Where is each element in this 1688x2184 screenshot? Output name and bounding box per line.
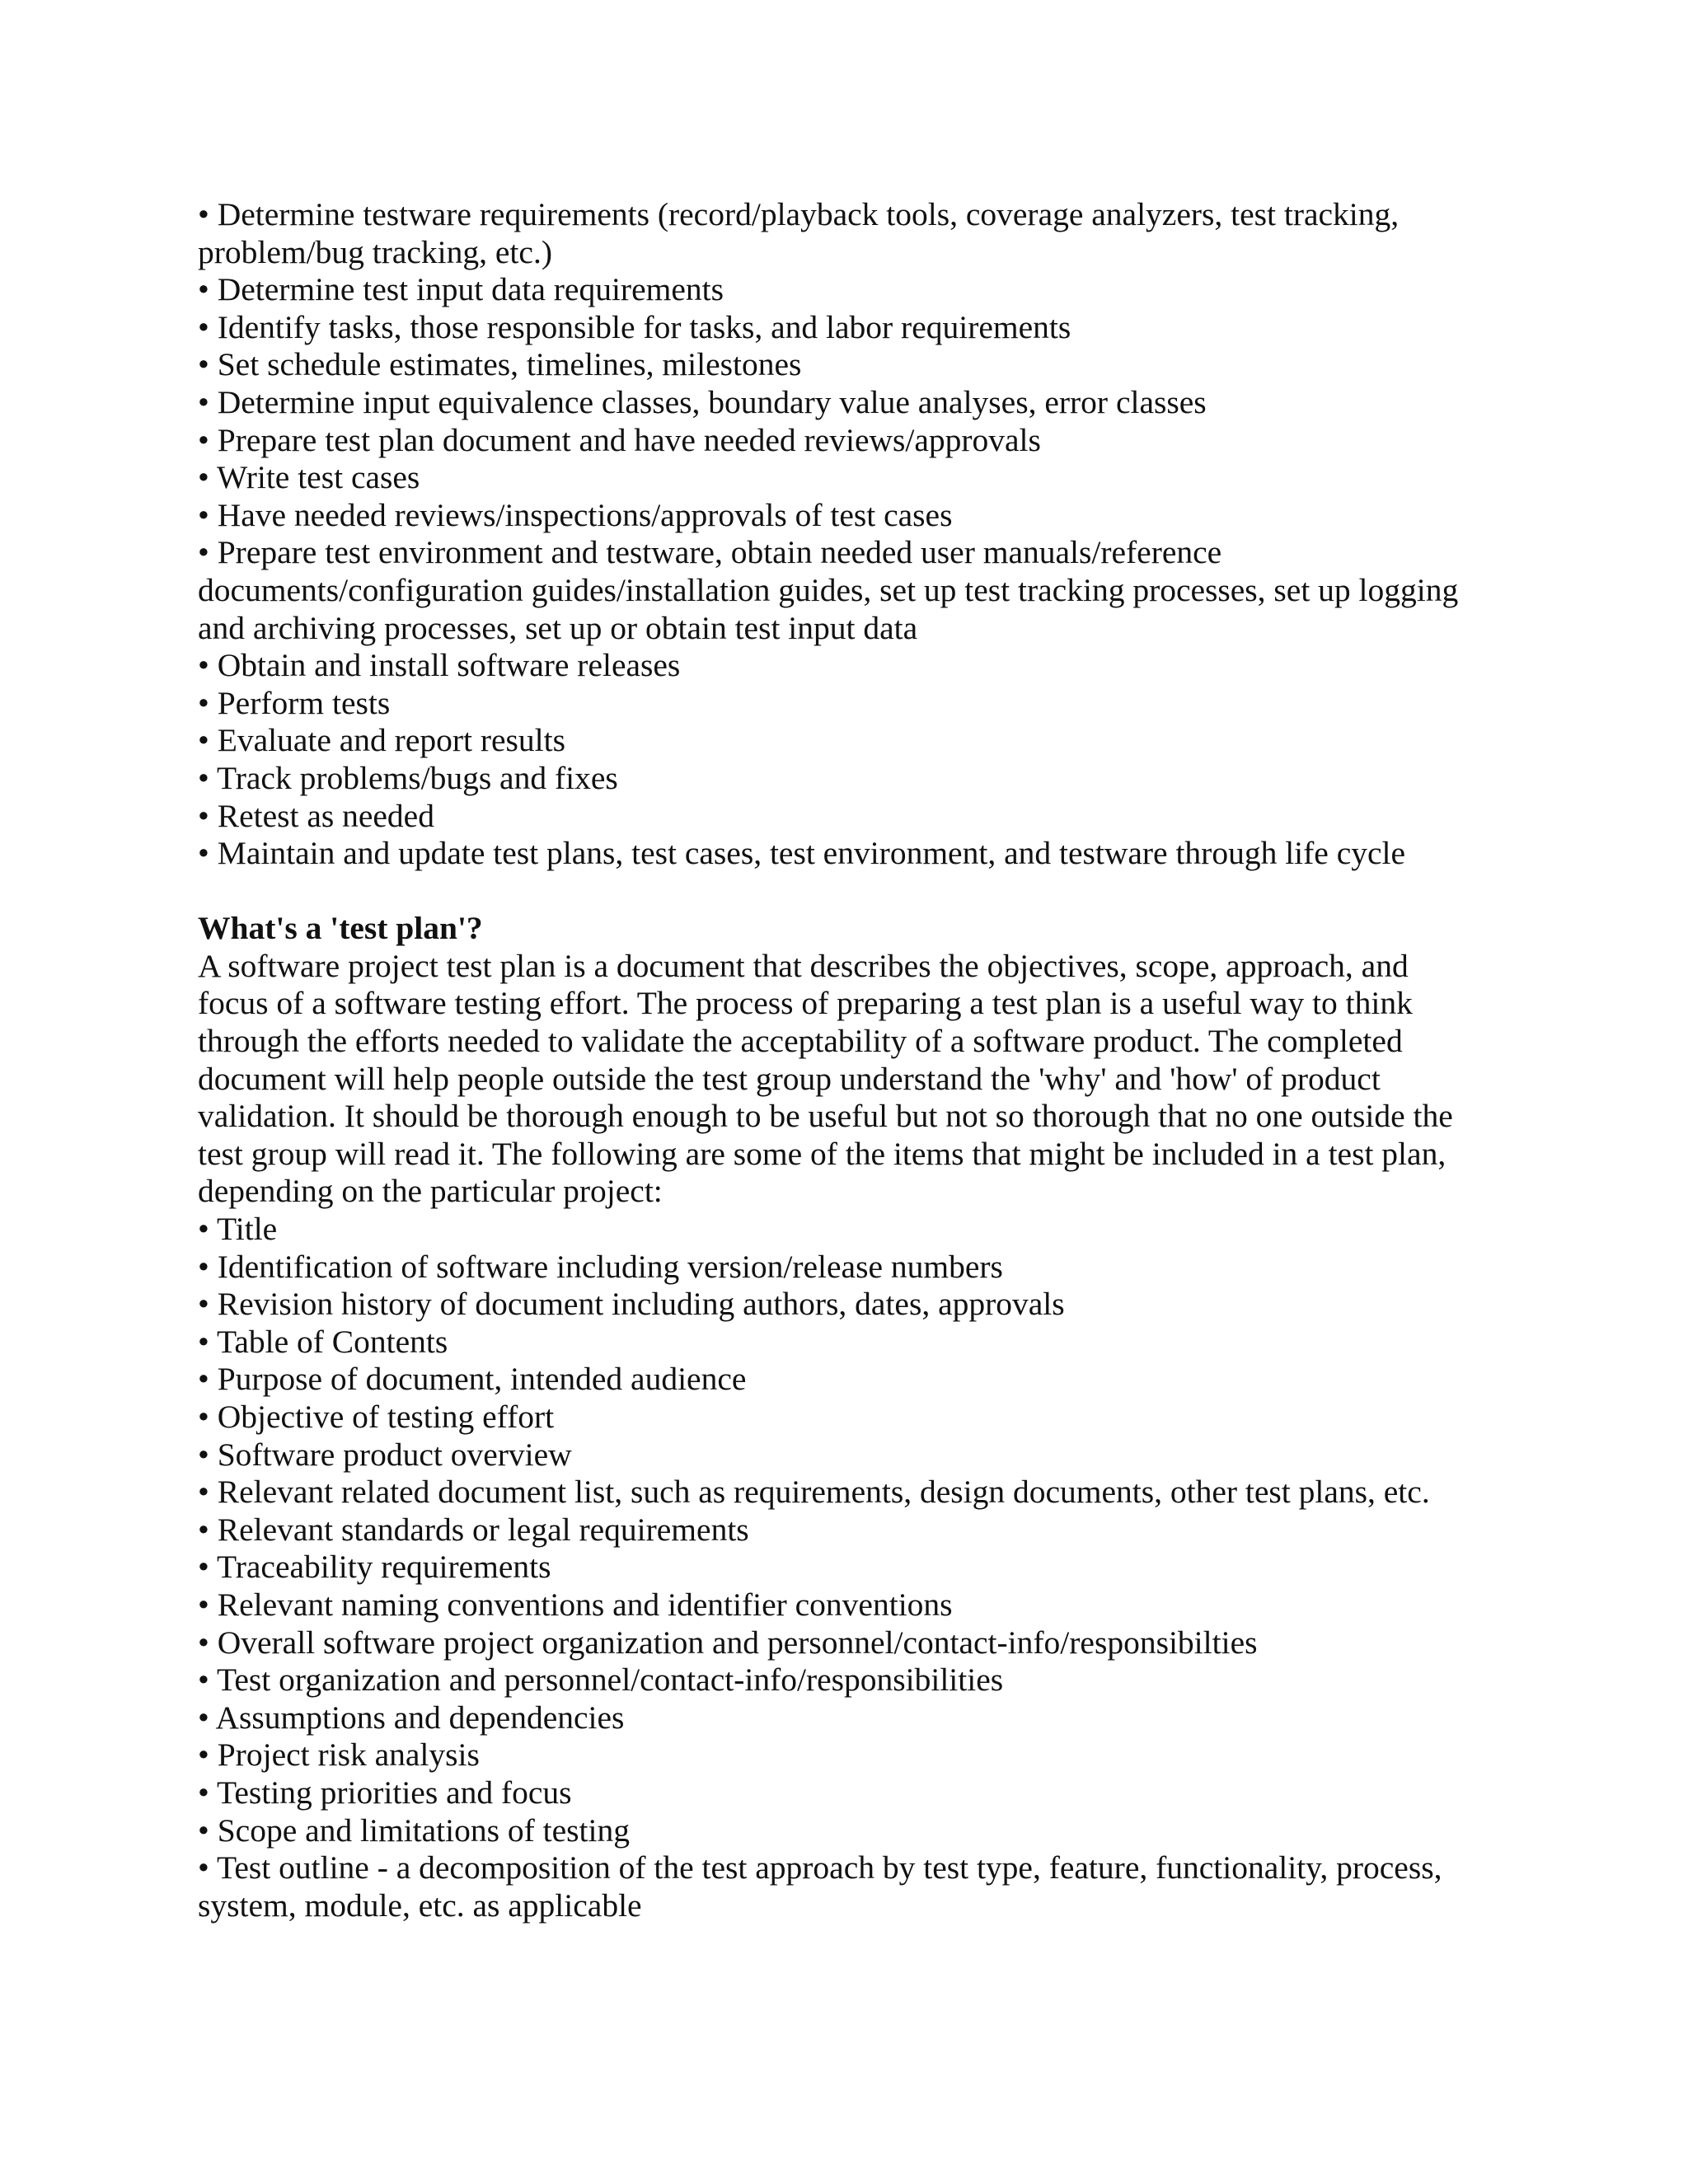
list-item bbox=[198, 835, 1484, 873]
bullet-glyph: • bbox=[198, 346, 218, 383]
bullet-glyph: • bbox=[198, 1736, 218, 1774]
list-item bbox=[198, 685, 1484, 723]
list-item bbox=[198, 1399, 1484, 1436]
bullet-glyph: • bbox=[198, 308, 218, 345]
list-item-text: Identification of software including version/release numbers bbox=[217, 1248, 1003, 1285]
list-item-text: Software product overview bbox=[217, 1436, 572, 1473]
bullet-glyph: • bbox=[198, 271, 218, 308]
bullet-glyph: • bbox=[198, 459, 217, 496]
list-item-text: Set schedule estimates, timelines, milestones bbox=[217, 346, 802, 383]
list-item-text: Test organization and personnel/contact-info/responsibilities bbox=[217, 1661, 1004, 1699]
bullet-glyph: • bbox=[198, 684, 218, 721]
bullet-glyph: • bbox=[198, 496, 218, 533]
bullet-glyph: • bbox=[198, 1624, 218, 1661]
bullet-glyph: • bbox=[198, 1849, 217, 1886]
list-item-text: Relevant naming conventions and identifier conventions bbox=[217, 1586, 953, 1623]
list-item-text: Traceability requirements bbox=[217, 1549, 551, 1586]
list-item-text: Prepare test plan document and have needed reviews/approvals bbox=[217, 421, 1041, 458]
list-item bbox=[198, 1699, 1484, 1737]
list-item-text: Track problems/bugs and fixes bbox=[217, 759, 618, 796]
section-paragraph: A software project test plan is a document that describes the objectives, scope, approach, and focus of a software testing effort. The process of preparing a test plan is a useful way to think through the efforts needed to validate the acceptability of a software product. The completed document will help people outside the test group understand the 'why' and 'how' of product validation. It should be thorough enough to be useful but not so thorough that no one outside the test group will read it. The following are some of the items that might be included in a test plan, depending on the particular project: bbox=[198, 947, 1453, 1210]
list-item-text: Maintain and update test plans, test cases, test environment, and testware through life cycle bbox=[217, 835, 1406, 872]
list-item bbox=[198, 1549, 1484, 1586]
list-item-text: Title bbox=[217, 1211, 278, 1248]
list-item bbox=[198, 1211, 1484, 1249]
list-item bbox=[198, 1849, 1484, 1924]
list-item-text: Revision history of document including authors, dates, approvals bbox=[217, 1286, 1065, 1323]
list-item bbox=[198, 1586, 1484, 1624]
bullet-glyph: • bbox=[198, 1474, 218, 1511]
list-item-text: Test outline - a decomposition of the test approach by test type, feature, functionality, process, system, module, etc. as applicable bbox=[198, 1849, 1442, 1924]
list-item bbox=[198, 647, 1484, 685]
testing-steps-list bbox=[198, 196, 1484, 873]
list-item bbox=[198, 1774, 1484, 1812]
list-item-text: Project risk analysis bbox=[217, 1736, 480, 1774]
list-item-text: Perform tests bbox=[217, 684, 391, 721]
list-item bbox=[198, 1286, 1484, 1324]
bullet-glyph: • bbox=[198, 1436, 218, 1473]
list-item-text: Purpose of document, intended audience bbox=[217, 1361, 747, 1398]
list-item-text: Determine test input data requirements bbox=[217, 271, 724, 308]
list-item bbox=[198, 196, 1484, 271]
document-content bbox=[198, 196, 1484, 1924]
bullet-glyph: • bbox=[198, 722, 218, 759]
bullet-glyph: • bbox=[198, 1211, 217, 1248]
bullet-glyph: • bbox=[198, 647, 218, 684]
list-item bbox=[198, 271, 1484, 309]
bullet-glyph: • bbox=[198, 1248, 218, 1285]
bullet-glyph: • bbox=[198, 1811, 218, 1849]
list-item-text: Overall software project organization and personnel/contact-info/responsibilties bbox=[217, 1624, 1258, 1661]
list-item bbox=[198, 1324, 1484, 1361]
list-item bbox=[198, 422, 1484, 460]
section-heading: What's a 'test plan'? bbox=[198, 910, 483, 947]
test-plan-items-list bbox=[198, 1211, 1484, 1924]
bullet-glyph: • bbox=[198, 1661, 217, 1699]
list-item bbox=[198, 534, 1484, 647]
bullet-glyph: • bbox=[198, 797, 218, 834]
list-item-text: Relevant standards or legal requirements bbox=[217, 1511, 749, 1548]
list-item-text: Write test cases bbox=[217, 459, 420, 496]
bullet-glyph: • bbox=[198, 1323, 217, 1360]
bullet-glyph: • bbox=[198, 1586, 218, 1623]
list-item bbox=[198, 459, 1484, 497]
list-item bbox=[198, 346, 1484, 384]
bullet-glyph: • bbox=[198, 196, 218, 232]
list-item bbox=[198, 798, 1484, 836]
list-item-text: Assumptions and dependencies bbox=[215, 1699, 625, 1736]
bullet-glyph: • bbox=[198, 1361, 218, 1398]
bullet-glyph: • bbox=[198, 1399, 218, 1435]
list-item bbox=[198, 1736, 1484, 1774]
list-item bbox=[198, 1511, 1484, 1549]
list-item-text: Relevant related document list, such as requirements, design documents, other test plans, etc. bbox=[217, 1474, 1430, 1511]
list-item-text: Determine testware requirements (record/playback tools, coverage analyzers, test tracking, problem/bug tracking, etc.) bbox=[198, 196, 1400, 270]
list-item-text: Obtain and install software releases bbox=[217, 647, 681, 684]
list-item-text: Prepare test environment and testware, obtain needed user manuals/reference documents/configuration guides/installation guides, set up test tracking processes, set up logging and archiving processes, set up or obtain test input data bbox=[198, 534, 1459, 646]
list-item-text: Scope and limitations of testing bbox=[217, 1811, 630, 1849]
list-item bbox=[198, 497, 1484, 535]
list-item bbox=[198, 1436, 1484, 1474]
list-item bbox=[198, 1812, 1484, 1850]
list-item bbox=[198, 1249, 1484, 1286]
list-item bbox=[198, 722, 1484, 760]
bullet-glyph: • bbox=[198, 759, 217, 796]
list-item bbox=[198, 309, 1484, 347]
list-item-text: Objective of testing effort bbox=[217, 1399, 555, 1435]
list-item-text: Evaluate and report results bbox=[217, 722, 565, 759]
bullet-glyph: • bbox=[198, 1511, 218, 1548]
bullet-glyph: • bbox=[198, 421, 218, 458]
bullet-glyph: • bbox=[198, 1549, 217, 1586]
list-item bbox=[198, 1361, 1484, 1399]
list-item bbox=[198, 384, 1484, 422]
list-item-text: Table of Contents bbox=[217, 1323, 448, 1360]
bullet-glyph: • bbox=[198, 835, 218, 872]
bullet-glyph: • bbox=[198, 1286, 218, 1323]
bullet-glyph: • bbox=[198, 534, 218, 571]
list-item-text: Determine input equivalence classes, boundary value analyses, error classes bbox=[217, 383, 1207, 420]
section-spacer bbox=[198, 873, 1484, 911]
list-item bbox=[198, 1624, 1484, 1662]
list-item-text: Retest as needed bbox=[217, 797, 434, 834]
bullet-glyph: • bbox=[198, 1699, 216, 1736]
list-item-text: Have needed reviews/inspections/approvals of test cases bbox=[217, 496, 953, 533]
bullet-glyph: • bbox=[198, 383, 218, 420]
list-item bbox=[198, 1474, 1484, 1511]
list-item bbox=[198, 1661, 1484, 1699]
list-item-text: Identify tasks, those responsible for tasks, and labor requirements bbox=[217, 308, 1071, 345]
bullet-glyph: • bbox=[198, 1774, 217, 1811]
list-item-text: Testing priorities and focus bbox=[217, 1774, 572, 1811]
list-item bbox=[198, 760, 1484, 798]
